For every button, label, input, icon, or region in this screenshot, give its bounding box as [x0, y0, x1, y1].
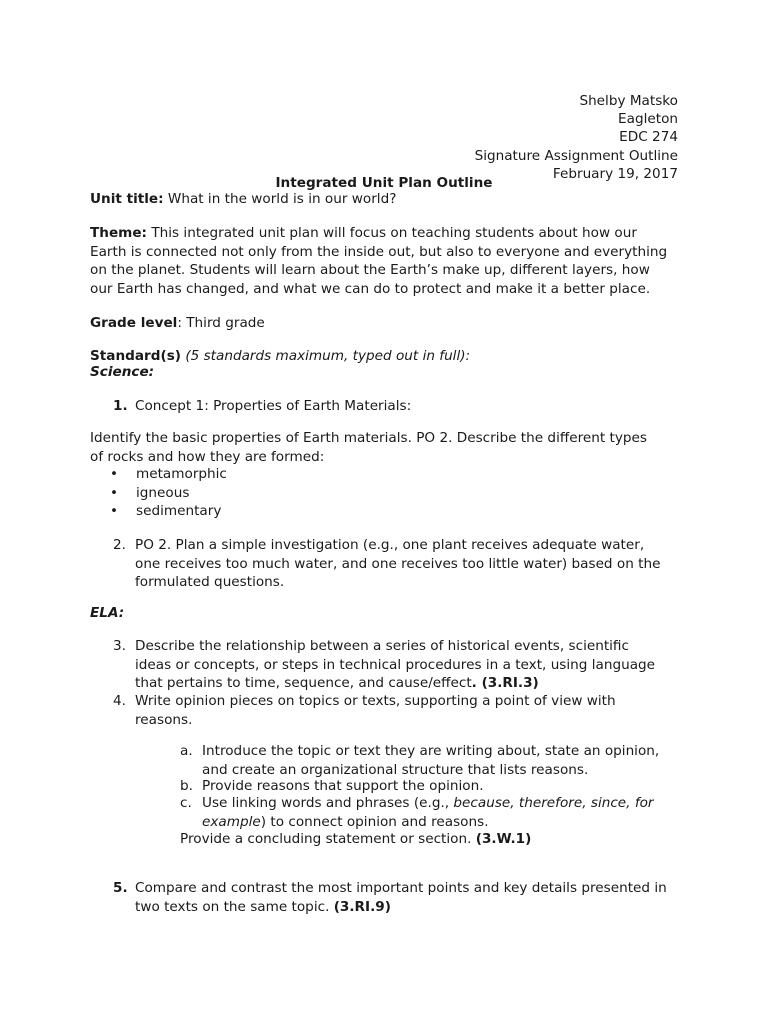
document-date: February 19, 2017 [552, 165, 678, 182]
conclusion-text: Provide a concluding statement or section. [180, 831, 476, 847]
item-line: Introduce the topic or text they are writing about, state an opinion, [202, 743, 660, 759]
instructor-name: Eagleton [618, 111, 678, 128]
item-line: one receives too much water, and one receives too little water) based on the [135, 555, 661, 572]
item-text [202, 777, 680, 796]
grade-level-value: : Third grade [177, 315, 265, 331]
assignment-name: Signature Assignment Outline [474, 147, 678, 164]
list-item [113, 692, 683, 729]
bullet-icon: • [110, 484, 119, 501]
item-letter: c. [180, 795, 192, 811]
sub-list-item [180, 777, 680, 796]
item-line: Describe the relationship between a series of historical events, scientific [135, 638, 629, 654]
theme-line: Earth is connected not only from the inside out, but also to everyone and everything [90, 243, 668, 260]
item-line: and create an organizational structure that lists reasons. [202, 761, 589, 778]
science-heading: Science: [90, 364, 155, 380]
list-item-text: metamorphic [136, 466, 227, 482]
list-item [113, 536, 683, 592]
item-line: Provide reasons that support the opinion. [202, 778, 484, 794]
item-text [135, 637, 683, 693]
item-text [135, 536, 683, 592]
item-text [202, 742, 680, 779]
item-number: 3. [113, 638, 126, 654]
list-item-text: igneous [136, 484, 190, 501]
item-number: 2. [113, 537, 126, 553]
item-line: reasons. [135, 711, 193, 728]
theme-line: This integrated unit plan will focus on teaching students about how our [147, 225, 637, 241]
item-text [202, 794, 680, 831]
list-item [110, 484, 227, 503]
bullet-icon: • [110, 466, 119, 482]
item-line-italic: example [202, 813, 261, 830]
course-code: EDC 274 [619, 129, 678, 146]
list-item [113, 879, 683, 916]
item-text: Concept 1: Properties of Earth Materials: [135, 398, 412, 414]
item-letter: a. [180, 743, 193, 759]
ela-heading: ELA: [90, 605, 125, 621]
conclusion-line [180, 831, 531, 847]
unit-title-line [90, 191, 396, 207]
item-line: ) to connect opinion and reasons. [260, 813, 489, 830]
paragraph-line: Identify the basic properties of Earth materials. PO 2. Describe the different types [90, 430, 647, 446]
theme-line: on the planet. Students will learn about the Earth’s make up, different layers, how [90, 262, 650, 279]
unit-title-value: What in the world is in our world? [163, 191, 397, 207]
item-number: 1. [113, 398, 128, 414]
unit-title-label: Unit title: [90, 191, 164, 207]
paragraph-line: of rocks and how they are formed: [90, 448, 325, 465]
theme-label: Theme: [90, 225, 147, 241]
standard-code: (3.W.1) [475, 831, 532, 847]
list-item [110, 465, 227, 484]
bullet-icon: • [110, 503, 119, 520]
grade-level-line [90, 315, 265, 331]
sub-list-item [180, 742, 680, 779]
item-line: Compare and contrast the most important points and key details presented in [135, 880, 667, 896]
theme-paragraph [90, 224, 690, 298]
item-line: ideas or concepts, or steps in technical procedures in a text, using language [135, 656, 656, 673]
item-line: two texts on the same topic. [135, 898, 334, 915]
item-line-italic: because, therefore, since, for [453, 795, 654, 811]
item-number: 4. [113, 693, 126, 709]
list-item [113, 397, 683, 416]
item-text [135, 879, 683, 916]
page-title: Integrated Unit Plan Outline [275, 175, 493, 191]
standards-line [90, 348, 470, 364]
item-line: Write opinion pieces on topics or texts, supporting a point of view with [135, 693, 616, 709]
item-letter: b. [180, 778, 193, 794]
header-block [475, 92, 678, 183]
item-line: that pertains to time, sequence, and cause/effect [135, 675, 472, 692]
theme-line: our Earth has changed, and what we can do to protect and make it a better place. [90, 280, 651, 297]
standards-label: Standard(s) [90, 348, 181, 364]
grade-level-label: Grade level [90, 315, 178, 331]
item-line: formulated questions. [135, 574, 285, 591]
list-item [110, 502, 227, 521]
list-item-text: sedimentary [136, 503, 222, 520]
author-name: Shelby Matsko [579, 93, 678, 109]
item-line: Use linking words and phrases (e.g., [202, 795, 454, 811]
item-line: PO 2. Plan a simple investigation (e.g., one plant receives adequate water, [135, 537, 645, 553]
science-paragraph [90, 429, 690, 466]
standards-note: (5 standards maximum, typed out in full): [181, 348, 471, 364]
item-number: 5. [113, 880, 128, 896]
standard-code: (3.RI.9) [333, 898, 391, 915]
list-item [113, 637, 683, 693]
item-text [135, 692, 683, 729]
rock-types-list [110, 465, 227, 521]
sub-list-item [180, 794, 680, 831]
standard-code: . (3.RI.3) [471, 675, 539, 692]
